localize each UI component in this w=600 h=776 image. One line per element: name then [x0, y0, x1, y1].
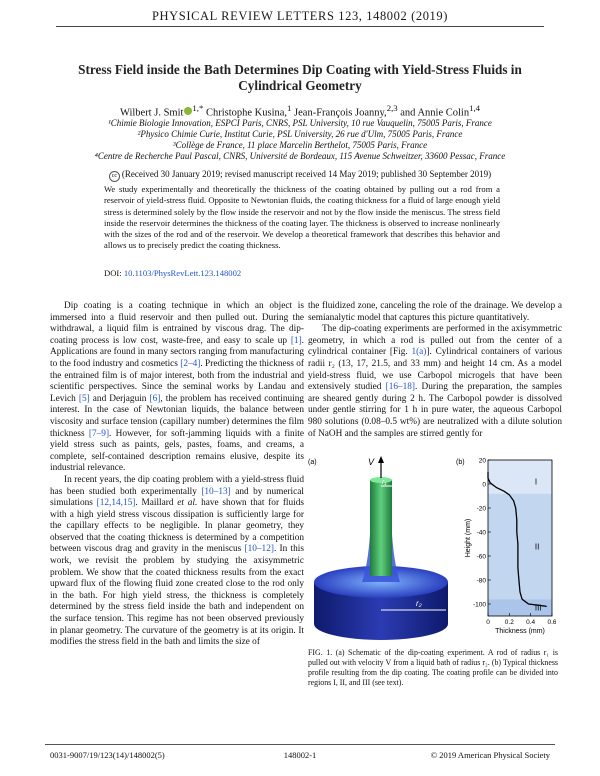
- doi-label: DOI:: [104, 268, 122, 278]
- citation-link[interactable]: [6]: [149, 393, 161, 404]
- panel-a-label: (a): [308, 459, 317, 466]
- right-column: [308, 301, 562, 440]
- header-rule: [56, 26, 544, 27]
- body-paragraph: The dip-coating experiments are performed in the axisymmetric geometry, in which a rod is pulled out from the center of a cylindrical container [Fig. 1(a)]. Cylindrical containers of various radii r₂ (13, 17, 21.5, and 33 mm) and height 14 cm. As a model yield-stress fluid, we use Carbopol microgels that have been extensively studied [16–18]. During the preparation, the samples are sheared gently during 2 h. The Carbopol powder is dissolved under gentle stirring for 1 h in pure water, the aqueous Carbopol 980 solutions (0.08–0.5 wt%) are neutralized with a dilute solution of NaOH and the samples are stirred gently for: [308, 324, 562, 439]
- citation-link[interactable]: [16–18]: [385, 382, 416, 393]
- footer-copyright: © 2019 American Physical Society: [430, 750, 550, 760]
- region-iii-band: [488, 599, 552, 616]
- citation-link[interactable]: [7–9]: [88, 428, 110, 439]
- region-label: I: [534, 477, 538, 487]
- body-paragraph: In recent years, the dip coating problem with a yield-stress fluid has been studied both experimentally [10–13] and by numerical simulations [12,14,15]. Maillard et al. have shown that for fluids with a high yield stress viscous dissipation is sufficiently large for the capillary effects to be negligible. In planar geometry, they observed that the coating thickness is determined by a competition between viscous drag and gravity in the meniscus [10–12]. In this work, we revisit the problem by studying the axisymmetric problem. We show that the coated thickness results from the exact upward flux of the flowing fluid zone created close to the rod only in the bath. For high yield stress, the thickness is completely determined by the stress field inside the bath and independent on the surface tension. This regime has not been observed previously in planar geometry. The curvature of the geometry is at its origin. It modifies the stress field in the bath and limits the size of: [50, 474, 304, 648]
- footer-rule: [45, 744, 555, 745]
- author-name[interactable]: Christophe Kusina,: [205, 107, 288, 119]
- footer-page-number: 148002-1: [283, 750, 317, 760]
- y-tick-label: 0: [482, 481, 486, 489]
- y-axis-label: Height (mm): [465, 518, 472, 558]
- author-affil-marker: 1,4: [469, 103, 481, 113]
- y-tick-label: -60: [476, 553, 486, 561]
- citation-link[interactable]: [5]: [78, 393, 90, 404]
- region-label: III: [534, 603, 542, 613]
- license-icon[interactable]: cc: [109, 171, 120, 182]
- figure-1: [306, 454, 556, 644]
- abstract: We study experimentally and theoretically the thickness of the coating obtained by pulling out a rod from a reservoir of yield-stress fluid. Opposite to Newtonian fluids, the coating thickness for a fluid of large enough yield stress is determined solely by the flow inside the reservoir and not by the flow inside the meniscus. The stress field inside the reservoir determines the thickness of the coating layer. The thickness is observed to increase nonlinearly with the sizes of the rod and of the reservoir. We develop a theoretical framework that describes this behavior and allows us to precisely predict the coating thickness.: [104, 184, 500, 251]
- velocity-label: V: [368, 457, 375, 467]
- x-tick-label: 0.2: [504, 619, 514, 626]
- x-tick-label: 0.4: [526, 619, 536, 626]
- author-name[interactable]: Jean-François Joanny,: [294, 107, 387, 119]
- affiliations: [30, 118, 570, 162]
- caption-label: FIG. 1.: [308, 648, 333, 657]
- body-paragraph: the fluidized zone, canceling the role of the drainage. We develop a semianalytic model that captures this picture quantitatively.: [308, 301, 562, 323]
- panel-b-label: (b): [456, 459, 465, 466]
- journal-header: PHYSICAL REVIEW LETTERS 123, 148002 (2019): [151, 9, 449, 23]
- author-affil-marker: 1: [287, 103, 292, 113]
- doi-link[interactable]: 10.1103/PhysRevLett.123.148002: [123, 268, 242, 278]
- region-label: II: [534, 542, 540, 552]
- doi-line: [104, 268, 241, 278]
- left-column: [50, 301, 304, 649]
- body-paragraph: Dip coating is a coating technique in which an object is immersed into a fluid reservoir and then pulled out. During the withdrawal, a liquid film is entrained by viscous drag. The dip-coating process is low cost, waste-free, and easy to scale up [1]. Applications are found in many sectors ranging from manufacturing to the food industry and cosmetics [2–4]. Predicting the thickness of the entrained film is of major interest, both from the industrial and scientific perspectives. Since the seminal works by Landau and Levich [5] and Derjaguin [6], the problem has received continuing interest. In the case of Newtonian liquids, the balance between viscosity and surface tension (capillary number) determines the film thickness [7–9]. However, for soft-jamming liquids with a finite yield stress such as paints, gels, pastes, foams, and creams, a complete, self-contained description remains elusive, despite its industrial relevance.: [50, 301, 304, 474]
- figure-link[interactable]: 1(a): [411, 347, 427, 358]
- citation-link[interactable]: [1]: [290, 335, 302, 346]
- citation-link[interactable]: [10–13]: [201, 486, 231, 497]
- x-tick-label: 0: [486, 619, 490, 626]
- y-tick-label: -20: [476, 505, 486, 513]
- x-axis-label: Thickness (mm): [495, 628, 545, 635]
- rod: [370, 480, 392, 576]
- author-list: [40, 103, 560, 119]
- y-tick-label: -40: [476, 529, 486, 537]
- y-tick-label: -80: [476, 577, 486, 585]
- article-title: Stress Field inside the Bath Determines Dip Coating with Yield-Stress Fluids in Cylindrical Geometry: [78, 62, 522, 93]
- caption-text: (a) Schematic of the dip-coating experiment. A rod of radius r₁ is pulled out with velocity V from a liquid bath of radius r₂. (b) Typical thickness profile resulting from the dip coating. The coating profile can be divided into regions I, II, and III (see text).: [308, 648, 558, 687]
- figure-svg: [306, 454, 556, 644]
- received-dates: [30, 169, 570, 182]
- author-name[interactable]: Wilbert J. Smit: [119, 107, 184, 119]
- affiliation: ⁴Centre de Recherche Paul Pascal, CNRS, Université de Bordeaux, 115 Avenue Schweitzer, 33600 Pessac, France: [94, 151, 506, 161]
- citation-link[interactable]: [2–4]: [180, 358, 201, 369]
- x-tick-label: 0.6: [547, 619, 556, 626]
- figure-caption: [308, 648, 558, 688]
- author-name[interactable]: and Annie Colin: [400, 107, 470, 119]
- affiliation: ²Physico Chimie Curie, Institut Curie, PSL University, 26 rue d'Ulm, 75005 Paris, France: [137, 129, 463, 139]
- r1-label: r₁: [382, 479, 387, 486]
- footer-issn: 0031-9007/19/123(14)/148002(5): [50, 750, 165, 760]
- affiliation: ¹Chimie Biologie Innovation, ESPCI Paris, CNRS, PSL University, 10 rue Vauquelin, 75005 Paris, France: [108, 118, 492, 128]
- received-text: (Received 30 January 2019; revised manuscript received 14 May 2019; published 30 September 2019): [121, 169, 492, 179]
- region-ii-band: [488, 494, 552, 600]
- affiliation: ³Collège de France, 11 place Marcelin Berthelot, 75005 Paris, France: [172, 140, 428, 150]
- citation-link[interactable]: [10–12]: [244, 544, 274, 555]
- thickness-chart: [465, 458, 556, 636]
- y-tick-label: -100: [472, 601, 486, 609]
- velocity-arrowhead: [378, 456, 384, 463]
- y-tick-label: 20: [478, 457, 486, 465]
- r2-label: r₂: [416, 599, 422, 608]
- citation-link[interactable]: [12,14,15]: [96, 498, 136, 509]
- author-affil-marker: 2,3: [386, 103, 398, 113]
- author-affil-marker: 1,*: [192, 103, 204, 113]
